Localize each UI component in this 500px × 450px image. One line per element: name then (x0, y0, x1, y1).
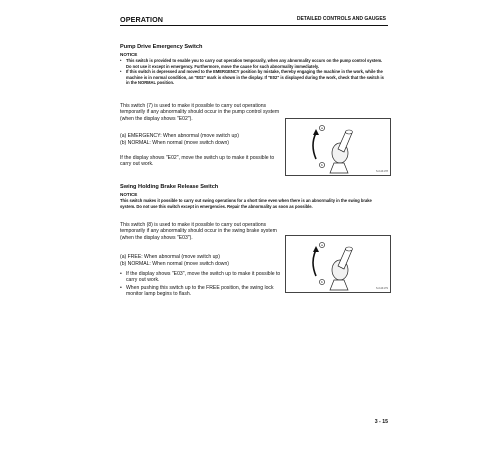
notice-list (120, 58, 388, 86)
option-a: (a) EMERGENCY: When abnormal (move switch up) (120, 133, 239, 139)
notice-item: • This switch is provided to enable you to carry out operation temporarily, when any abnormality occurs on the pump control system. Do not use it except in emergency. Furthermore, move the cause for such abnormality immediately. (120, 58, 388, 69)
figure-label-a: a (321, 126, 323, 131)
figure-label-b: b (321, 280, 323, 285)
paragraph: This switch (8) is used to make it possible to carry out operations temporarily if any abnormality should occur in the swing brake system (when the display shows "E03"). (120, 222, 277, 241)
section-title-swing-brake: Swing Holding Brake Release Switch (120, 184, 219, 190)
info-item: • When pushing this switch up to the FREE position, the swing lock monitor lamp begins to flash. (120, 285, 282, 298)
notice-item: • If this switch is depressed and moved to the EMERGENCY position by mistake, thereby engaging the machine in the work, while the machine is in normal condition, an "E02" mark is shown in the display. If "E02" is displayed during the work, check that the switch is in the NORMAL position. (120, 69, 388, 86)
info-item: • If the display shows "E03", move the switch up to make it possible to carry out work. (120, 271, 282, 284)
figure-label-a: a (321, 243, 323, 248)
paragraph: This switch (7) is used to make it possible to carry out operations temporarily if any abnormality should occur in the pump control system (when the display shows "E02"). (120, 103, 280, 122)
figure-code: S-hd4178 (375, 169, 388, 173)
notice-text: This switch makes it possible to carry out swing operations for a short time even when there is an abnormality in the swing brake system. Do not use this switch except in emergencies. Repair the abnormality as soon as possible. (120, 198, 372, 209)
toggle-switch-illustration (286, 236, 390, 292)
page-number: 3 - 15 (374, 419, 388, 425)
paragraph: If the display shows "E02", move the switch up to make it possible to carry out work. (120, 155, 275, 168)
option-b: (b) NORMAL: When normal (move switch down) (120, 140, 229, 146)
notice-label: NOTICE (120, 52, 138, 57)
option-b: (b) NORMAL: When normal (move switch down) (120, 261, 229, 267)
figure-label-b: b (321, 163, 323, 168)
option-a: (a) FREE: When abnormal (move switch up) (120, 254, 220, 260)
header-section-title: OPERATION (120, 15, 164, 24)
figure-code: S-hd4179 (375, 286, 388, 290)
toggle-switch-illustration (286, 119, 390, 175)
header-rule (120, 25, 388, 26)
info-list (120, 271, 282, 299)
section-title-pump-drive: Pump Drive Emergency Switch (120, 44, 203, 50)
header-chapter-title: DETAILED CONTROLS AND GAUGES (296, 16, 386, 22)
notice-label: NOTICE (120, 192, 138, 197)
switch-figure (285, 235, 391, 293)
switch-figure (285, 118, 391, 176)
